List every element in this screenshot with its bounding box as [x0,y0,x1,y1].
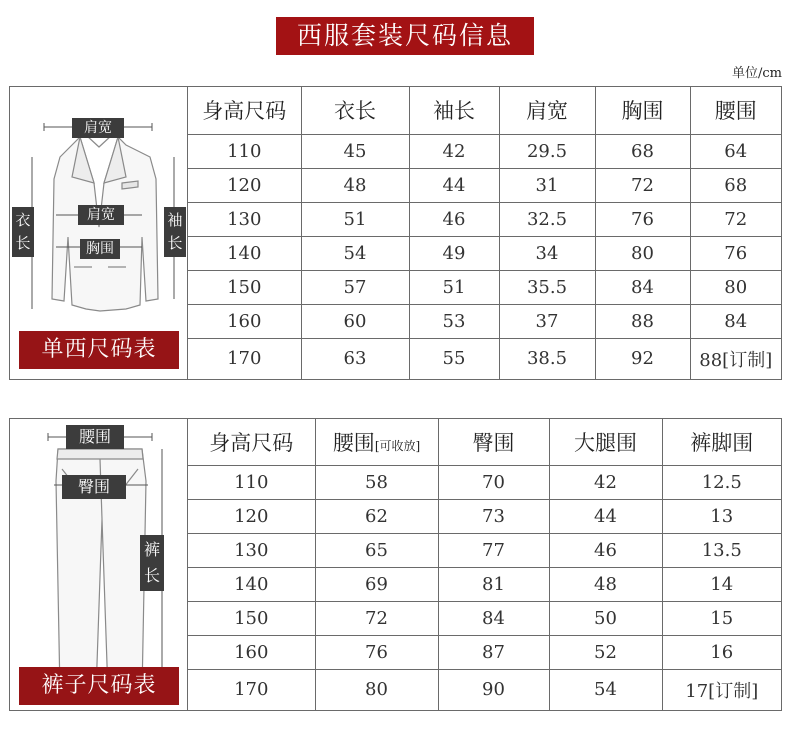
table-row: 110 58 70 42 12.5 [188,466,781,500]
table-row: 120 62 73 44 13 [188,500,781,534]
table-header-row [188,87,781,134]
pants-table-label: 裤子尺码表 [19,667,179,705]
pants-size-table [188,419,781,710]
table-row: 170 63 55 38.5 92 88[订制] [188,338,781,379]
table-row: 130 65 77 46 13.5 [188,534,781,568]
header-height-size: 身高尺码 [188,87,301,134]
shoulder-width-tag-mid: 肩宽 [78,205,124,225]
header-thigh: 大腿围 [549,419,662,466]
header-leg-opening: 裤脚围 [662,419,781,466]
hip-tag: 臀围 [62,475,126,499]
shoulder-width-tag: 肩宽 [72,118,124,138]
table-row: 150 72 84 50 15 [188,601,781,635]
suit-size-section [9,86,782,380]
header-chest: 胸围 [595,87,690,134]
header-height-size: 身高尺码 [188,419,315,466]
table-header-row [188,419,781,466]
table-row: 140 54 49 34 80 76 [188,236,781,270]
table-row: 170 80 90 54 17[订制] [188,669,781,710]
unit-label: 单位/cm [732,66,782,81]
suit-table-label: 单西尺码表 [19,331,179,369]
header-shoulder: 肩宽 [499,87,595,134]
table-row: 150 57 51 35.5 84 80 [188,270,781,304]
table-row: 160 60 53 37 88 84 [188,304,781,338]
table-row: 130 51 46 32.5 76 72 [188,202,781,236]
waist-adjustable-note: [可收放] [374,439,421,454]
sleeve-length-tag: 袖 长 [164,207,186,257]
table-row: 140 69 81 48 14 [188,568,781,602]
suit-size-table [188,87,781,379]
table-row: 110 45 42 29.5 68 64 [188,134,781,168]
header-length: 衣长 [301,87,409,134]
pants-length-tag: 裤 长 [140,535,164,591]
header-waist: 腰围 [690,87,781,134]
pants-illustration [10,419,188,710]
header-waist: 腰围[可收放] [315,419,438,466]
length-tag: 衣 长 [12,207,34,257]
header-sleeve: 袖长 [409,87,499,134]
pants-size-section [9,418,782,711]
header-hip: 臀围 [438,419,549,466]
page-title: 西服套装尺码信息 [276,17,534,55]
table-row: 120 48 44 31 72 68 [188,168,781,202]
table-row: 160 76 87 52 16 [188,635,781,669]
chest-tag: 胸围 [80,239,120,259]
waist-tag: 腰围 [66,425,124,449]
suit-illustration [10,87,188,379]
